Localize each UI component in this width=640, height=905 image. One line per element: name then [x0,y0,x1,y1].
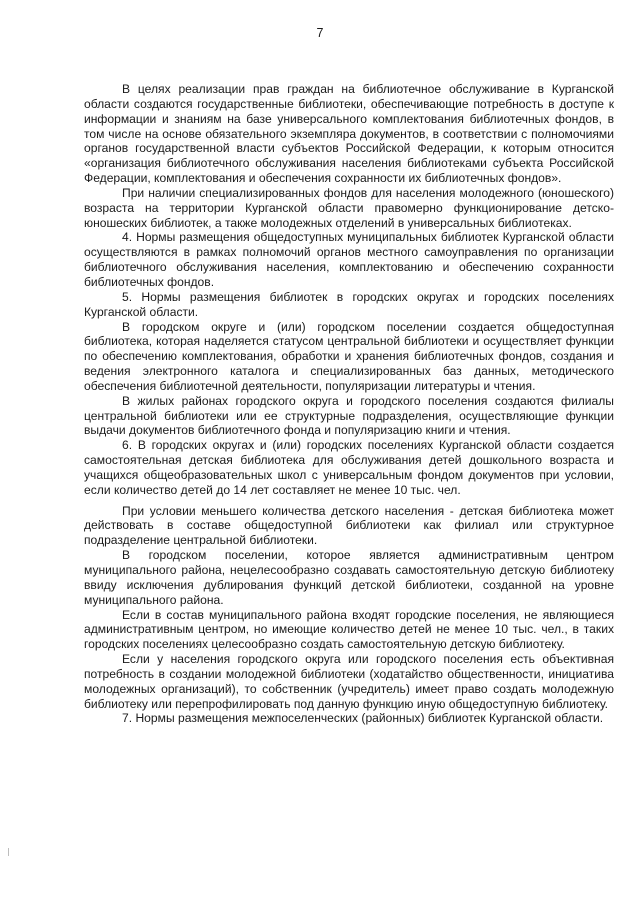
paragraph-smaller-population: При условии меньшего количества детского населения - детская библиотека может действовать в составе общедоступной библиотеки как филиал или структурное подразделение центральной библиотеки. [84,503,614,548]
paragraph-central-library: В городском округе и (или) городском поселении создается общедоступная библиотека, которая наделяется статусом центральной библиотеки и осуществляет функции по обеспечению комплектования, обработки и хранения библиотечных фондов, создания и ведения электронного каталога и специализированных баз данных, методического обеспечения библиотечной деятельности, популяризации литературы и чтения. [84,319,614,393]
paragraph-section-5: 5. Нормы размещения библиотек в городских округах и городских поселениях Курганской области. [84,289,614,319]
paragraph-urban-settlements: Если в состав муниципального района входят городские поселения, не являющиеся административным центром, но имеющие количество детей не менее 10 тыс. чел., в таких городских поселениях целесообразно создать самостоятельную детскую библиотеку. [84,607,614,652]
paragraph-section-6: 6. В городских округах и (или) городских поселениях Курганской области создается самостоятельная детская библиотека для обслуживания детей дошкольного возраста и учащихся общеобразовательных школ с универсальным фондом документов при условии, если количество детей до 14 лет составляет не менее 10 тыс. чел. [84,438,614,497]
paragraph-section-4: 4. Нормы размещения общедоступных муниципальных библиотек Курганской области осуществляются в рамках полномочий органов местного самоуправления по организации библиотечного обслуживания населения, комплектованию и обеспечению сохранности библиотечных фондов. [84,230,614,289]
scan-speck [8,848,9,856]
paragraph-youth-library-need: Если у населения городского округа или городского поселения есть объективная потребность в создании молодежной библиотеки (ходатайство общественности, инициатива молодежных организаций), то собственник (учредитель) имеет право создать молодежную библиотеку или перепрофилировать под данную функцию иную общедоступную библиотеку. [84,652,614,711]
paragraph-branch-libraries: В жилых районах городского округа и городского поселения создаются филиалы центральной библиотеки или ее структурные подразделения, осуществляющие функции выдачи документов библиотечного фонда и популяризацию книги и чтения. [84,393,614,438]
paragraph-state-libraries: В целях реализации прав граждан на библиотечное обслуживание в Курганской области создаются государственные библиотеки, обеспечивающие потребность в доступе к информации и знаниям на базе универсального комплектования библиотечных фондов, в том числе на основе обязательного экземпляра документов, в соответствии с полномочиями органов государственной власти субъектов Российской Федерации, к которым относится «организация библиотечного обслуживания населения библиотеками субъекта Российской Федерации, комплектования и обеспечения сохранности их библиотечных фондов». [84,82,614,186]
document-body [84,82,614,726]
paragraph-admin-center: В городском поселении, которое является административным центром муниципального района, нецелесообразно создавать самостоятельную детскую библиотеку ввиду исключения дублирования функций детской библиотеки, созданной на уровне муниципального района. [84,548,614,607]
paragraph-section-7: 7. Нормы размещения межпоселенческих (районных) библиотек Курганской области. [122,711,604,726]
page-number: 7 [316,26,324,40]
paragraph-youth-libraries: При наличии специализированных фондов для населения молодежного (юношеского) возраста на территории Курганской области правомерно функционирование детско-юношеских библиотек, а также молодежных отделений в универсальных библиотеках. [84,185,614,230]
